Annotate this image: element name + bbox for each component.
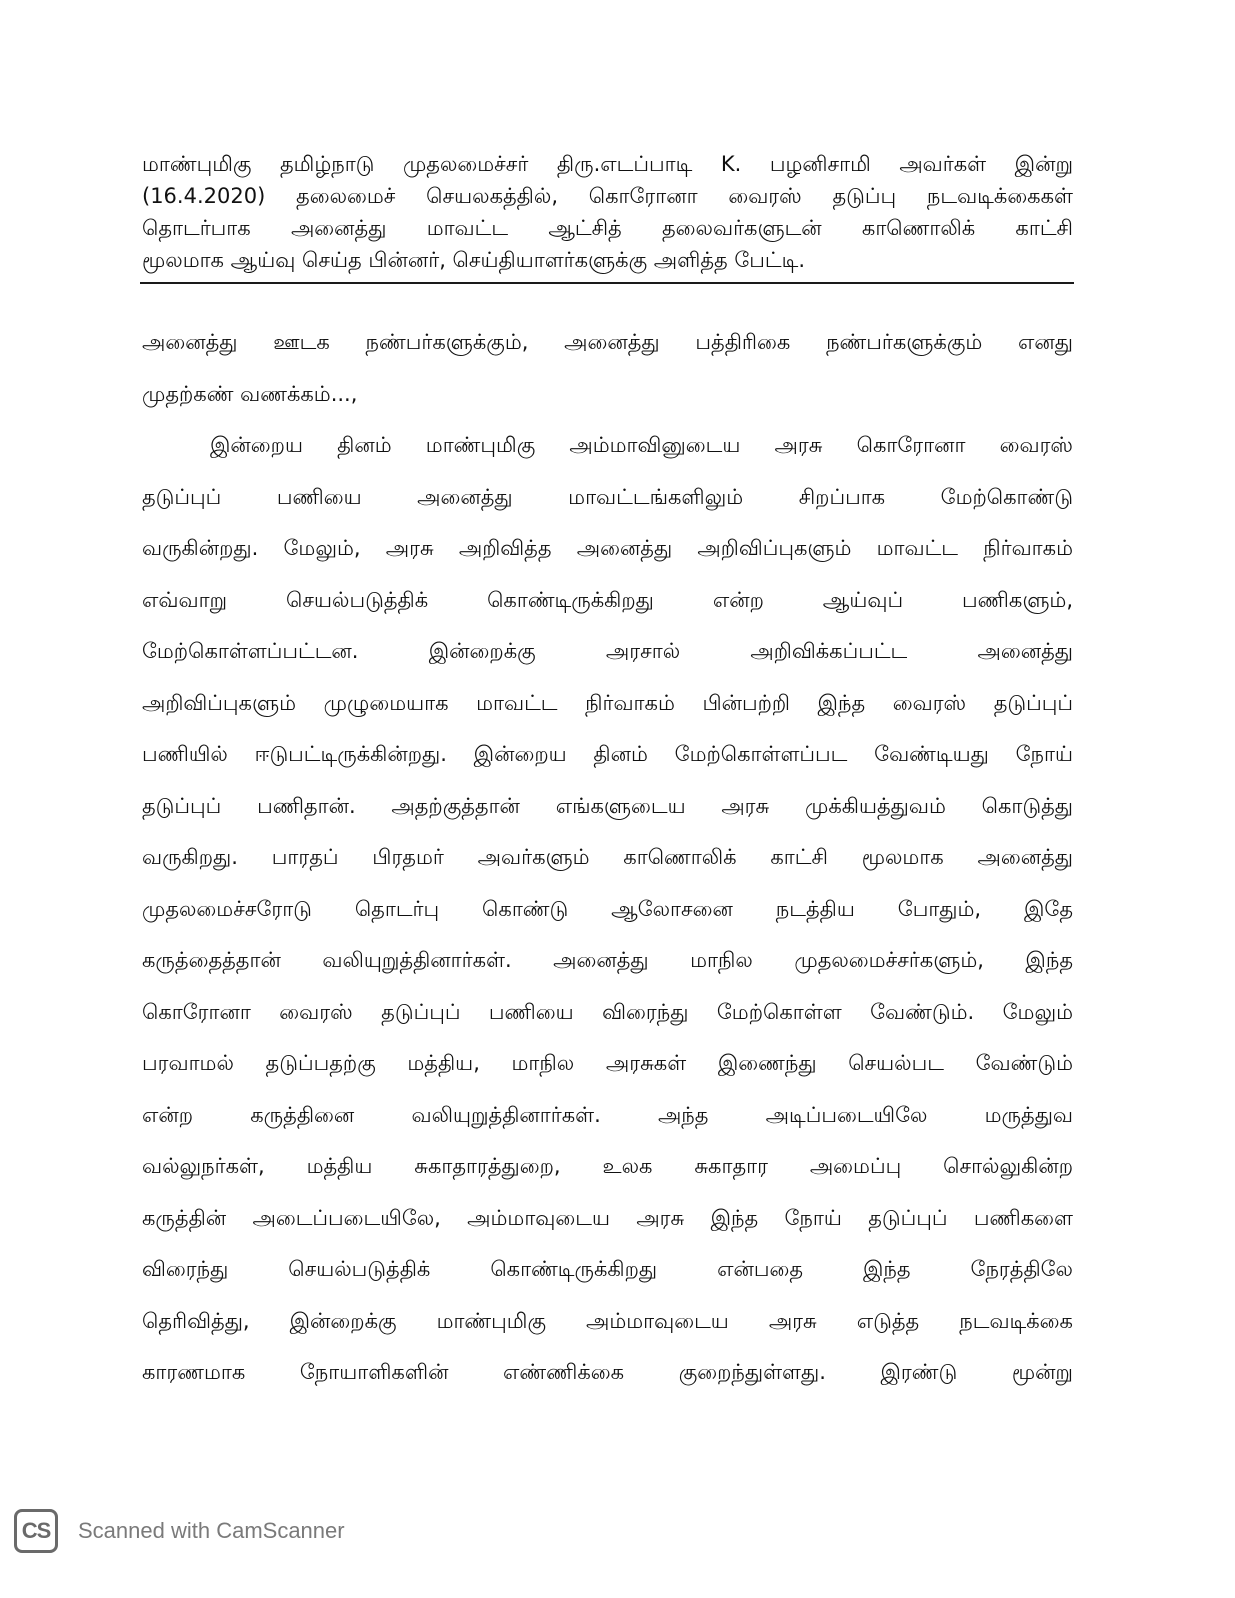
scanner-watermark-text: Scanned with CamScanner [78,1518,345,1543]
paragraph-line: தெரிவித்து, இன்றைக்கு மாண்புமிகு அம்மாவுடைய அரசு எடுத்த நடவடிக்கை [142,1308,1073,1333]
paragraph-line: பணியில் ஈடுபட்டிருக்கின்றது. இன்றைய தினம் மேற்கொள்ளப்பட வேண்டியது நோய் [142,742,1073,766]
paragraph-line: வருகிறது. பாரதப் பிரதமர் அவர்களும் காணொலிக் காட்சி மூலமாக அனைத்து [142,845,1073,869]
greeting-line: அனைத்து ஊடக நண்பர்களுக்கும், அனைத்து பத்திரிகை நண்பர்களுக்கும் எனது [142,330,1073,354]
heading-line: தொடர்பாக அனைத்து மாவட்ட ஆட்சித் தலைவர்களுடன் காணொலிக் காட்சி [142,216,1073,240]
paragraph-line: வல்லுநர்கள், மத்திய சுகாதாரத்துறை, உலக சுகாதார அமைப்பு சொல்லுகின்ற [142,1154,1073,1178]
paragraph-line: தடுப்புப் பணிதான். அதற்குத்தான் எங்களுடைய அரசு முக்கியத்துவம் கொடுத்து [142,793,1073,818]
paragraph-line: என்ற கருத்தினை வலியுறுத்தினார்கள். அந்த அடிப்படையிலே மருத்துவ [142,1102,1073,1127]
press-release-heading [142,148,1073,276]
paragraph-line: கொரோனா வைரஸ் தடுப்புப் பணியை விரைந்து மேற்கொள்ள வேண்டும். மேலும் [142,999,1073,1024]
greeting-line: முதற்கண் வணக்கம்..., [142,381,358,406]
paragraph-line: அறிவிப்புகளும் முழுமையாக மாவட்ட நிர்வாகம் பின்பற்றி இந்த வைரஸ் தடுப்புப் [142,690,1073,715]
paragraph-line: விரைந்து செயல்படுத்திக் கொண்டிருக்கிறது என்பதை இந்த நேரத்திலே [142,1257,1073,1281]
paragraph-line: பரவாமல் தடுப்பதற்கு மத்திய, மாநில அரசுகள் இணைந்து செயல்பட வேண்டும் [142,1051,1073,1075]
heading-divider [140,282,1074,284]
paragraph-line: கருத்தைத்தான் வலியுறுத்தினார்கள். அனைத்து மாநில முதலமைச்சர்களும், இந்த [142,948,1073,972]
paragraph-line: தடுப்புப் பணியை அனைத்து மாவட்டங்களிலும் சிறப்பாக மேற்கொண்டு [142,484,1073,509]
paragraph-line: முதலமைச்சரோடு தொடர்பு கொண்டு ஆலோசனை நடத்திய போதும், இதே [142,896,1073,921]
paragraph-line: இன்றைய தினம் மாண்புமிகு அம்மாவினுடைய அரசு கொரோனா வைரஸ் [210,433,1073,457]
scanner-watermark [14,1506,345,1556]
heading-line: மாண்புமிகு தமிழ்நாடு முதலமைச்சர் திரு.எடப்பாடி K. பழனிசாமி அவர்கள் இன்று [142,152,1073,176]
paragraph-line: வருகின்றது. மேலும், அரசு அறிவித்த அனைத்து அறிவிப்புகளும் மாவட்ட நிர்வாகம் [142,536,1073,560]
press-statement-body [142,322,1073,1404]
paragraph-line: மேற்கொள்ளப்பட்டன. இன்றைக்கு அரசால் அறிவிக்கப்பட்ட அனைத்து [142,639,1073,663]
paragraph-line: காரணமாக நோயாளிகளின் எண்ணிக்கை குறைந்துள்ளது. இரண்டு மூன்று [142,1360,1073,1384]
camscanner-logo-icon: CS [14,1509,58,1553]
paragraph-line: எவ்வாறு செயல்படுத்திக் கொண்டிருக்கிறது என்ற ஆய்வுப் பணிகளும், [142,587,1073,612]
paragraph-line: கருத்தின் அடைப்படையிலே, அம்மாவுடைய அரசு இந்த நோய் தடுப்புப் பணிகளை [142,1205,1073,1230]
heading-line: (16.4.2020) தலைமைச் செயலகத்தில், கொரோனா வைரஸ் தடுப்பு நடவடிக்கைகள் [142,184,1073,208]
heading-line: மூலமாக ஆய்வு செய்த பின்னர், செய்தியாளர்களுக்கு அளித்த பேட்டி. [142,248,806,272]
